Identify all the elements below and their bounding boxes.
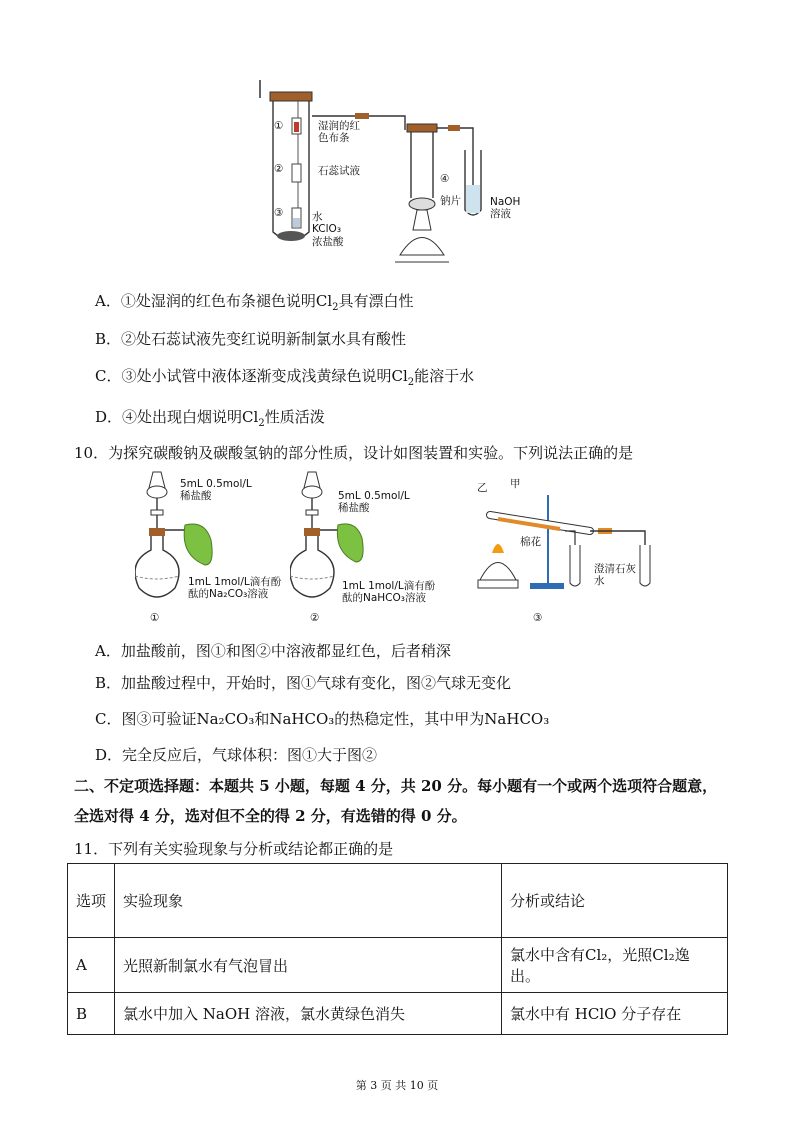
fig1-label-2: ② — [274, 163, 284, 175]
row-conclusion: 氯水中有 HClO 分子存在 — [502, 993, 728, 1035]
fig1-label-3: ③ — [274, 207, 284, 219]
q10-option-a: A．加盐酸前，图①和图②中溶液都显红色，后者稍深 — [95, 642, 451, 660]
fig1-water-label: 水 — [312, 211, 323, 223]
row-phenomenon: 光照新制氯水有气泡冒出 — [115, 938, 502, 993]
fig1-kclo3-label: KClO₃ — [312, 223, 342, 235]
q10-option-d: D．完全反应后，气球体积：图①大于图② — [95, 746, 378, 764]
table-header-row — [68, 864, 728, 938]
section2-line1: 二、不定项选择题：本题共 5 小题，每题 4 分，共 20 分。每小题有一个或两个选项符合题意， — [74, 777, 718, 795]
q10-option-b: B．加盐酸过程中，开始时，图①气球有变化，图②气球无变化 — [95, 674, 512, 692]
fig-q10-2-number: ② — [310, 612, 320, 624]
fig-q10-1-number: ① — [150, 612, 160, 624]
fig1-cloth-label: 湿润的红色布条 — [318, 120, 360, 144]
page-footer: 第 3 页 共 10 页 — [355, 1079, 439, 1092]
fig-q10-3-cotton: 棉花 — [520, 536, 541, 548]
q11-stem: 11．下列有关实验现象与分析或结论都正确的是 — [74, 840, 394, 858]
fig1-litmus-label: 石蕊试液 — [318, 165, 360, 177]
fig-q10-3-number: ③ — [533, 612, 543, 624]
figure-chlorine-apparatus — [255, 80, 545, 275]
q10-stem: 10．为探究碳酸钠及碳酸氢钠的部分性质，设计如图装置和实验。下列说法正确的是 — [74, 444, 634, 462]
q9-option-c: C．③处小试管中液体逐渐变成浅黄绿色说明$Cl_2$能溶于水 — [95, 367, 475, 388]
row-option: A — [68, 938, 115, 993]
figure-q10-3 — [470, 475, 670, 610]
header-conclusion: 分析或结论 — [502, 864, 728, 938]
q9-option-a: A．①处湿润的红色布条褪色说明$Cl_2$具有漂白性 — [95, 292, 414, 313]
header-phenomenon: 实验现象 — [115, 864, 502, 938]
fig1-naoh-label: NaOH溶液 — [490, 196, 521, 220]
fig1-label-4: ④ — [440, 173, 450, 185]
fig1-sodium-label: 钠片 — [440, 195, 461, 207]
row-option: B — [68, 993, 115, 1035]
fig-q10-3-lime: 澄清石灰水 — [594, 563, 636, 587]
q9-option-b: B．②处石蕊试液先变红说明新制氯水具有酸性 — [95, 330, 407, 348]
q11-table — [67, 863, 728, 1035]
row-conclusion: 氯水中含有Cl₂，光照Cl₂逸出。 — [502, 938, 728, 993]
fig-q10-1-solution: 1mL 1mol/L滴有酚酞的Na₂CO₃溶液 — [188, 576, 282, 600]
fig1-label-1: ① — [274, 120, 284, 132]
row-phenomenon: 氯水中加入 NaOH 溶液，氯水黄绿色消失 — [115, 993, 502, 1035]
fig-q10-2-acid: 5mL 0.5mol/L稀盐酸 — [338, 490, 410, 514]
section2-line2: 全选对得 4 分，选对但不全的得 2 分，有选错的得 0 分。 — [74, 807, 467, 825]
fig1-acid-label: 浓盐酸 — [312, 236, 344, 248]
fig-q10-3-yi: 乙 — [477, 482, 488, 494]
fig-q10-2-solution: 1mL 1mol/L滴有酚酞的NaHCO₃溶液 — [342, 580, 436, 604]
table-row — [68, 938, 728, 993]
q9-option-d: D．④处出现白烟说明$Cl_2$性质活泼 — [95, 408, 325, 429]
fig-q10-3-jia: 甲 — [510, 478, 521, 490]
header-option: 选项 — [68, 864, 115, 938]
fig-q10-1-acid: 5mL 0.5mol/L稀盐酸 — [180, 478, 252, 502]
q10-option-c: C．图③可验证Na₂CO₃和NaHCO₃的热稳定性，其中甲为NaHCO₃ — [95, 710, 550, 728]
table-row — [68, 993, 728, 1035]
